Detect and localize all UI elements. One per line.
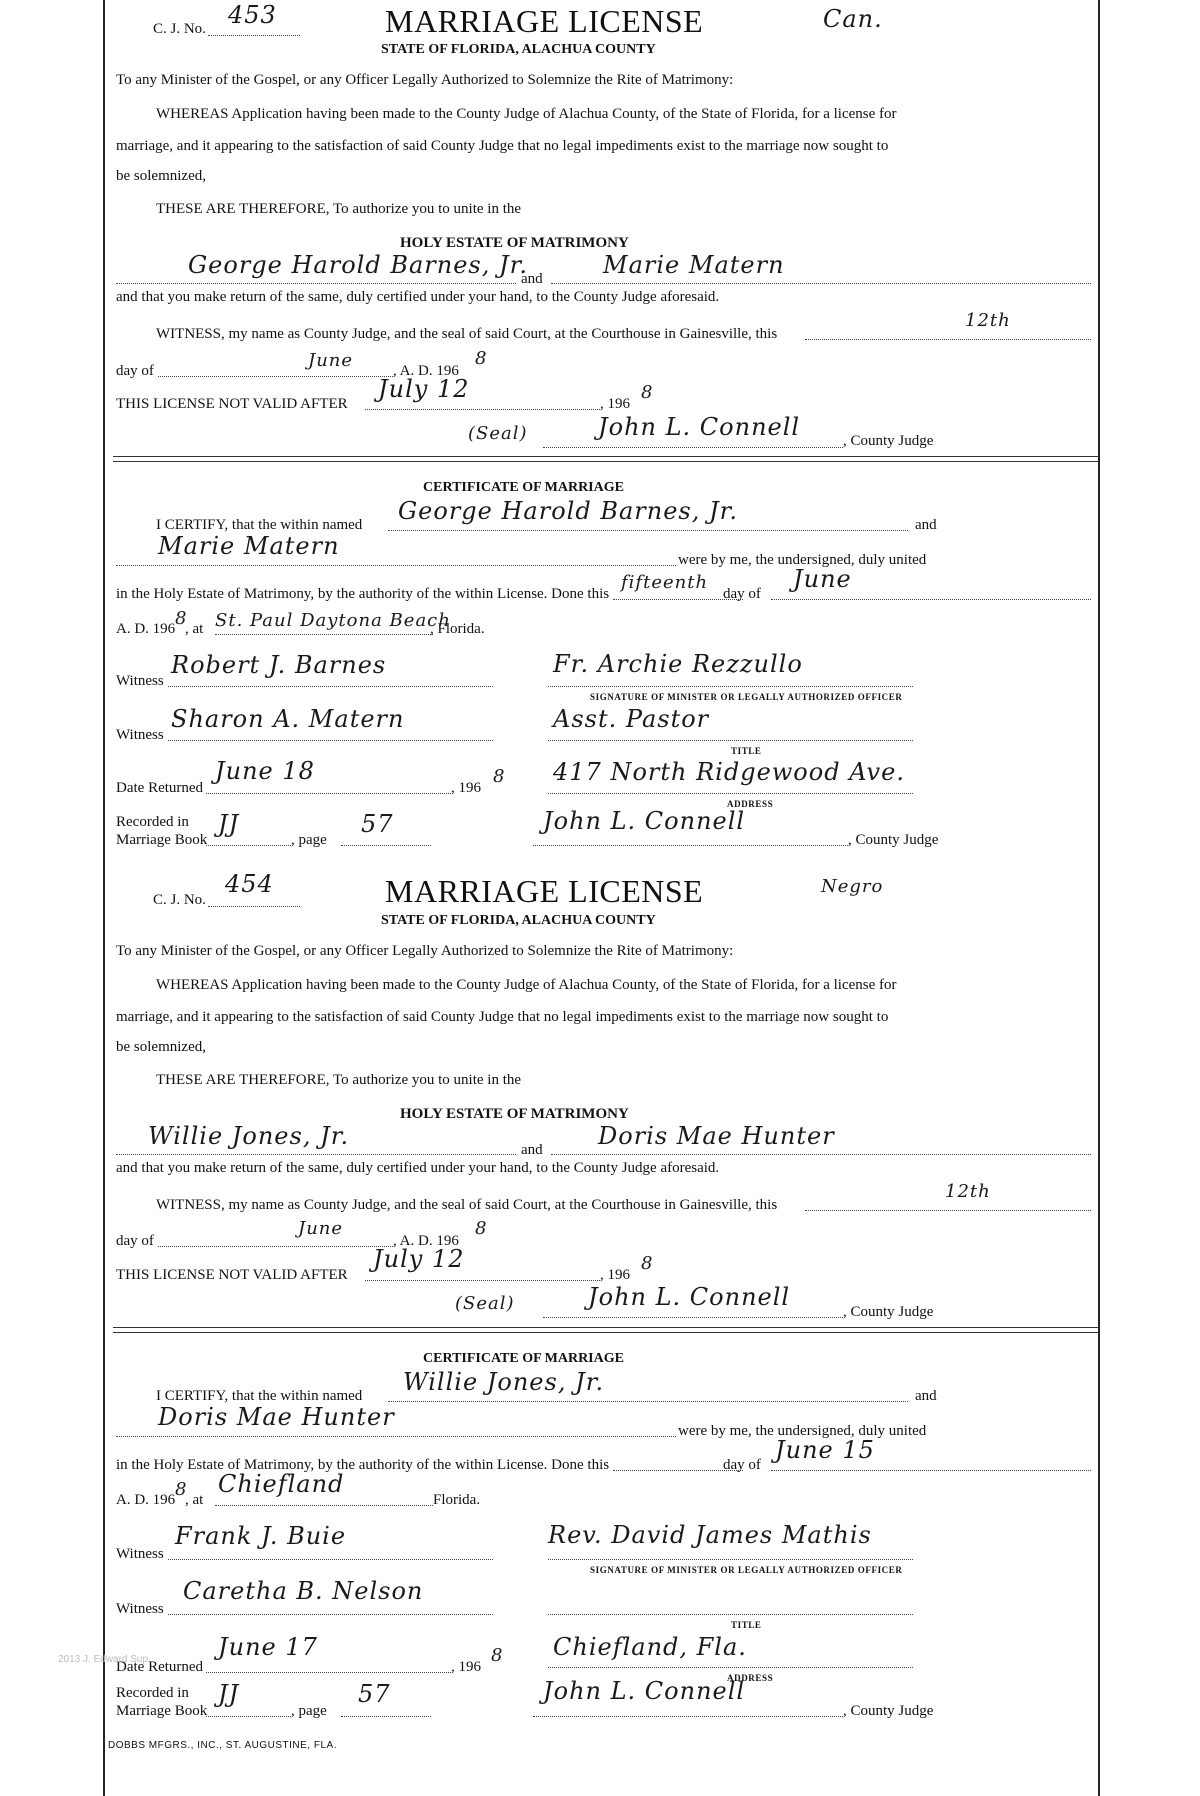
bride-name: Doris Mae Hunter: [598, 1122, 835, 1150]
book-page: 57: [361, 810, 394, 838]
officer-address: Chiefland, Fla.: [553, 1633, 747, 1661]
license-subtitle: STATE OF FLORIDA, ALACHUA COUNTY: [381, 42, 656, 57]
not-valid-date: July 12: [373, 1245, 465, 1273]
not-valid-year-digit: 8: [641, 1253, 654, 1274]
marriage-place: St. Paul Daytona Beach: [215, 610, 451, 631]
whereas-line-2: marriage, and it appearing to the satisfaction of said County Judge that no legal impediments exist to the marriage now sought to: [116, 138, 889, 154]
cj-number: 453: [228, 1, 277, 29]
day-of-2: day of: [723, 1457, 761, 1473]
witness-label-1: Witness: [116, 1546, 164, 1562]
not-valid-label: THIS LICENSE NOT VALID AFTER: [116, 1267, 348, 1283]
address-line: [548, 793, 913, 794]
witness-day-line: [805, 1210, 1091, 1211]
cj-number: 454: [225, 870, 274, 898]
date-returned-label: Date Returned: [116, 780, 204, 796]
officer-caption: SIGNATURE OF MINISTER OR LEGALLY AUTHORIZED OFFICER: [590, 692, 903, 702]
witness-text: WITNESS, my name as County Judge, and the seal of said Court, at the Courthouse in Gainesville, this: [156, 326, 778, 342]
bride-line: [551, 1154, 1091, 1155]
page-label: , page: [291, 832, 327, 848]
scan-watermark: 2013 J. Edward Sup: [58, 1654, 149, 1665]
date-returned-label: Date Returned: [116, 1659, 204, 1675]
ad-label: , A. D. 196: [393, 1233, 459, 1249]
cert-and: and: [915, 517, 937, 533]
groom-line: [116, 283, 516, 284]
cj-line: [208, 906, 300, 907]
officer-line: [548, 686, 913, 687]
and-word: and: [521, 1142, 543, 1158]
certificate-title: CERTIFICATE OF MARRIAGE: [423, 480, 624, 495]
not-valid-line: [365, 409, 600, 410]
holy-text: in the Holy Estate of Matrimony, by the authority of the within License. Done this: [116, 586, 610, 602]
witness-label-1: Witness: [116, 673, 164, 689]
cert-and: and: [915, 1388, 937, 1404]
cj-label: C. J. No.: [153, 892, 206, 908]
right-border-line: [1098, 0, 1100, 1796]
done-month-line: [771, 1470, 1091, 1471]
ad2-label: A. D. 196: [116, 621, 176, 637]
address-caption: ADDRESS: [727, 799, 774, 809]
witness-day: 12th: [945, 1181, 991, 1202]
holy-text: in the Holy Estate of Matrimony, by the authority of the within License. Done this: [116, 1457, 610, 1473]
title-line: [548, 1614, 913, 1615]
marriage-book-label: Marriage Book: [116, 832, 208, 848]
date-returned-line: [206, 793, 451, 794]
at-label: , at: [185, 621, 204, 637]
judge-signature: John L. Connell: [588, 1283, 791, 1311]
certify-label: I CERTIFY, that the within named: [156, 517, 363, 533]
holy-estate-heading: HOLY ESTATE OF MATRIMONY: [400, 1106, 629, 1122]
license-month: June: [308, 350, 354, 371]
returned-year-label: , 196: [451, 1659, 481, 1675]
recorded-in-label: Recorded in: [116, 814, 189, 830]
marriage-place: Chiefland: [218, 1470, 345, 1498]
witness1-line: [168, 1559, 493, 1560]
license-title: MARRIAGE LICENSE: [385, 3, 704, 39]
whereas-line-2: marriage, and it appearing to the satisfaction of said County Judge that no legal impediments exist to the marriage now sought to: [116, 1009, 889, 1025]
united-text: were by me, the undersigned, duly united: [678, 1423, 927, 1439]
page-line: [341, 1716, 431, 1717]
bride-line: [551, 283, 1091, 284]
day-of-label: day of: [116, 363, 154, 379]
officer-caption: SIGNATURE OF MINISTER OR LEGALLY AUTHORIZED OFFICER: [590, 1565, 903, 1575]
officer-title: Asst. Pastor: [553, 705, 710, 733]
ad2-label: A. D. 196: [116, 1492, 176, 1508]
title-line: [548, 740, 913, 741]
return-text: and that you make return of the same, duly certified under your hand, to the County Judge aforesaid.: [116, 1160, 720, 1176]
address-caption: ADDRESS: [727, 1673, 774, 1683]
county-judge-label: , County Judge: [843, 433, 934, 449]
officer-signature: Fr. Archie Rezzullo: [553, 650, 803, 678]
day-of-2: day of: [723, 586, 761, 602]
groom-name: Willie Jones, Jr.: [148, 1122, 350, 1150]
bride-name: Marie Matern: [603, 251, 785, 279]
therefore-text: THESE ARE THEREFORE, To authorize you to unite in the: [156, 201, 522, 217]
holy-estate-heading: HOLY ESTATE OF MATRIMONY: [400, 235, 629, 251]
month-line: [158, 376, 393, 377]
marriage-book: JJ: [218, 1680, 240, 1708]
done-month: June 15: [775, 1436, 875, 1464]
not-valid-line: [365, 1280, 600, 1281]
united-text: were by me, the undersigned, duly united: [678, 552, 927, 568]
cert-groom-line: [388, 1401, 908, 1402]
printer-footer: DOBBS MFGRS., INC., ST. AUGUSTINE, FLA.: [108, 1740, 337, 1751]
done-month-line: [771, 599, 1091, 600]
done-day: fifteenth: [621, 572, 709, 593]
at-label: , at: [185, 1492, 204, 1508]
witness2-line: [168, 740, 493, 741]
recorder-signature: John L. Connell: [543, 807, 746, 835]
judge-sig-line: [543, 447, 843, 448]
witness-label-2: Witness: [116, 727, 164, 743]
returned-year-digit: 8: [493, 766, 506, 787]
ad2-digit: 8: [175, 1479, 188, 1500]
recorder-line: [533, 1716, 843, 1717]
witness2-line: [168, 1614, 493, 1615]
year-digit: 8: [475, 348, 488, 369]
year-digit: 8: [475, 1218, 488, 1239]
address-line: [548, 1667, 913, 1668]
margin-note: Negro: [821, 876, 884, 897]
margin-note: Can.: [823, 5, 883, 33]
license-month: June: [298, 1218, 344, 1239]
cert-bride-line: [116, 565, 676, 566]
florida-label: Florida.: [433, 1492, 481, 1508]
witness2-name: Caretha B. Nelson: [183, 1577, 424, 1605]
not-valid-label: THIS LICENSE NOT VALID AFTER: [116, 396, 348, 412]
county-judge-label: , County Judge: [843, 1304, 934, 1320]
date-returned: June 17: [218, 1633, 318, 1661]
returned-year-digit: 8: [491, 1645, 504, 1666]
judge-signature: John L. Connell: [598, 413, 801, 441]
cert-bride-line: [116, 1436, 676, 1437]
cert-bride-name: Marie Matern: [158, 532, 340, 560]
license-title: MARRIAGE LICENSE: [385, 873, 704, 909]
witness-text: WITNESS, my name as County Judge, and the seal of said Court, at the Courthouse in Gainesville, this: [156, 1197, 778, 1213]
title-caption: TITLE: [731, 1620, 762, 1630]
witness1-line: [168, 686, 493, 687]
cj-label: C. J. No.: [153, 21, 206, 37]
whereas-line-3: be solemnized,: [116, 1039, 206, 1055]
license-subtitle: STATE OF FLORIDA, ALACHUA COUNTY: [381, 913, 656, 928]
whereas-line-3: be solemnized,: [116, 168, 206, 184]
marriage-book-label: Marriage Book: [116, 1703, 208, 1719]
seal-mark: (Seal): [468, 423, 528, 444]
date-returned: June 18: [215, 757, 315, 785]
section-divider: [113, 1327, 1098, 1333]
witness1-name: Frank J. Buie: [175, 1522, 347, 1550]
therefore-text: THESE ARE THEREFORE, To authorize you to unite in the: [156, 1072, 522, 1088]
address-to: To any Minister of the Gospel, or any Officer Legally Authorized to Solemnize the Rite of Matrimony:: [116, 72, 734, 88]
place-line: [215, 1505, 433, 1506]
cert-groom-name: Willie Jones, Jr.: [403, 1368, 605, 1396]
done-month: June: [793, 565, 852, 593]
officer-line: [548, 1559, 913, 1560]
certify-label: I CERTIFY, that the within named: [156, 1388, 363, 1404]
judge-sig-line: [543, 1317, 843, 1318]
witness2-name: Sharon A. Matern: [171, 705, 405, 733]
seal-mark: (Seal): [455, 1293, 515, 1314]
date-returned-line: [206, 1672, 451, 1673]
ad2-digit: 8: [175, 608, 188, 629]
recorder-signature: John L. Connell: [543, 1677, 746, 1705]
cj-line: [208, 35, 300, 36]
returned-year-label: , 196: [451, 780, 481, 796]
ad-label: , A. D. 196: [393, 363, 459, 379]
book-line: [206, 845, 291, 846]
page-line: [341, 845, 431, 846]
place-line: [215, 634, 433, 635]
recorder-line: [533, 845, 848, 846]
groom-line: [116, 1154, 516, 1155]
book-page: 57: [358, 1680, 391, 1708]
county-judge-label-2: , County Judge: [848, 832, 939, 848]
month-line: [158, 1246, 393, 1247]
page-label: , page: [291, 1703, 327, 1719]
document-sheet: [58, 0, 1101, 1796]
marriage-book: JJ: [218, 810, 240, 838]
address-to: To any Minister of the Gospel, or any Officer Legally Authorized to Solemnize the Rite of Matrimony:: [116, 943, 734, 959]
and-word: and: [521, 271, 543, 287]
left-border-line: [103, 0, 105, 1796]
return-text: and that you make return of the same, duly certified under your hand, to the County Judge aforesaid.: [116, 289, 720, 305]
not-valid-year-digit: 8: [641, 382, 654, 403]
not-valid-year-label: , 196: [600, 1267, 630, 1283]
whereas-line-1: WHEREAS Application having been made to the County Judge of Alachua County, of the State of Florida, for a license for: [156, 106, 897, 122]
recorded-in-label: Recorded in: [116, 1685, 189, 1701]
section-divider: [113, 456, 1098, 462]
officer-address: 417 North Ridgewood Ave.: [553, 758, 905, 786]
witness-day: 12th: [965, 310, 1011, 331]
book-line: [206, 1716, 291, 1717]
cert-bride-name: Doris Mae Hunter: [158, 1403, 395, 1431]
day-of-label: day of: [116, 1233, 154, 1249]
groom-name: George Harold Barnes, Jr.: [188, 251, 529, 279]
certificate-title: CERTIFICATE OF MARRIAGE: [423, 1351, 624, 1366]
florida-label: , Florida.: [430, 621, 485, 637]
cert-groom-name: George Harold Barnes, Jr.: [398, 497, 739, 525]
not-valid-year-label: , 196: [600, 396, 630, 412]
witness-day-line: [805, 339, 1091, 340]
witness-label-2: Witness: [116, 1601, 164, 1617]
not-valid-date: July 12: [378, 375, 470, 403]
county-judge-label-2: , County Judge: [843, 1703, 934, 1719]
officer-signature: Rev. David James Mathis: [548, 1521, 872, 1549]
witness1-name: Robert J. Barnes: [171, 651, 387, 679]
whereas-line-1: WHEREAS Application having been made to the County Judge of Alachua County, of the State of Florida, for a license for: [156, 977, 897, 993]
cert-groom-line: [388, 530, 908, 531]
title-caption: TITLE: [731, 746, 762, 756]
